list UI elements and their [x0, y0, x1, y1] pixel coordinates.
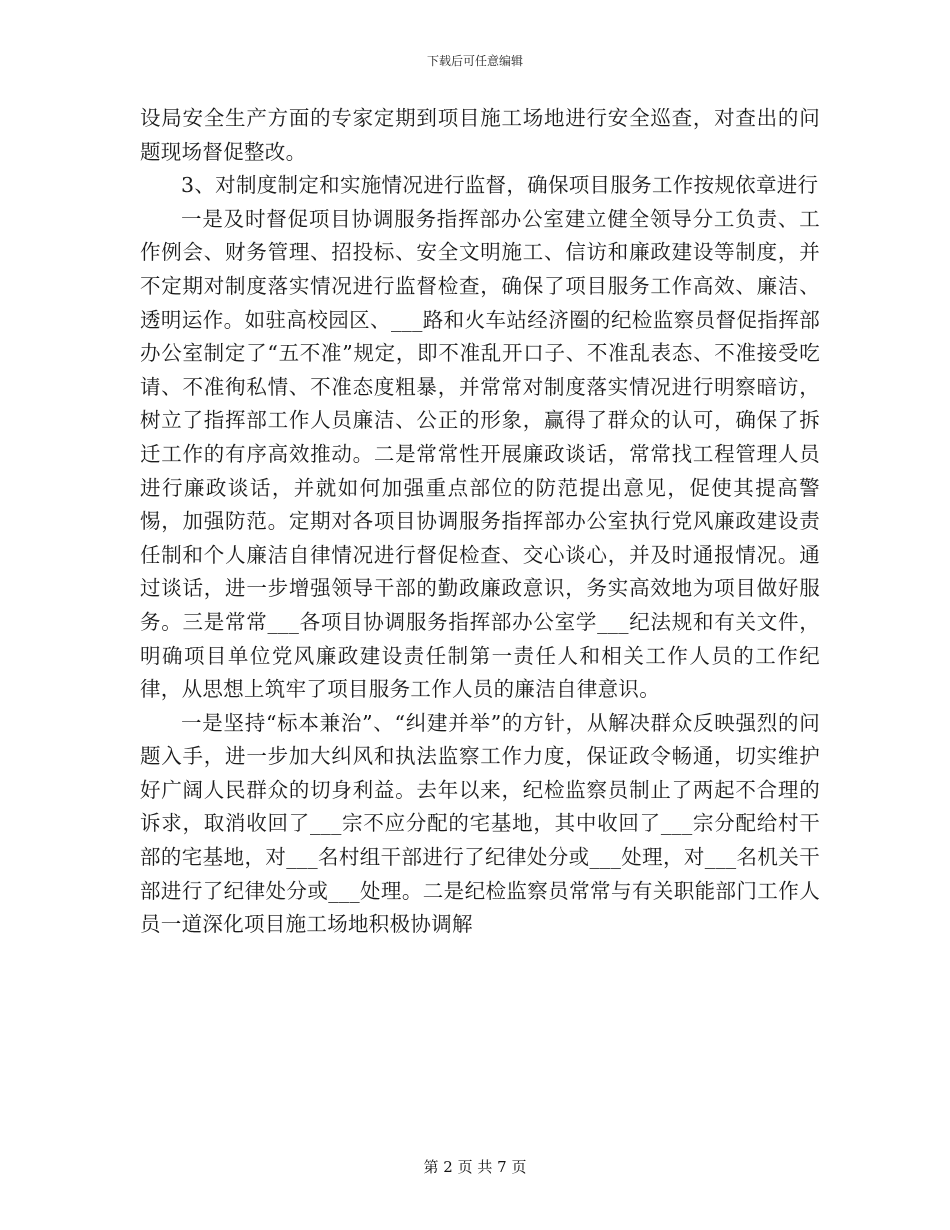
document-body: [140, 102, 820, 942]
paragraph: 一是坚持“标本兼治”、“纠建并举”的方针，从解决群众反映强烈的问题入手，进一步加大纠风和执法监察工作力度，保证政令畅通，切实维护好广阔人民群众的切身利益。去年以来，纪检监察员制止了两起不合理的诉求，取消收回了___宗不应分配的宅基地，其中收回了___宗分配给村干部的宅基地，对___名村组干部进行了纪律处分或___处理，对___名机关干部进行了纪律处分或___处理。二是纪检监察员常常与有关职能部门工作人员一道深化项目施工场地积极协调解: [140, 710, 820, 937]
page-number: 第 2 页 共 7 页: [423, 1158, 527, 1176]
section-heading: 3、对制度制定和实施情况进行监督，确保项目服务工作按规依章进行: [181, 173, 819, 198]
paragraph-continuation: 设局安全生产方面的专家定期到项目施工场地进行安全巡查，对查出的问题现场督促整改。: [140, 106, 820, 164]
paragraph: 一是及时督促项目协调服务指挥部办公室建立健全领导分工负责、工作例会、财务管理、招投标、安全文明施工、信访和廉政建设等制度，并不定期对制度落实情况进行监督检查，确保了项目服务工作高效、廉洁、透明运作。如驻高校园区、___路和火车站经济圈的纪检监察员督促指挥部办公室制定了“五不准”规定，即不准乱开口子、不准乱表态、不准接受吃请、不准徇私情、不准态度粗暴，并常常对制度落实情况进行明察暗访，树立了指挥部工作人员廉洁、公正的形象，赢得了群众的认可，确保了拆迁工作的有序高效推动。二是常常性开展廉政谈话，常常找工程管理人员进行廉政谈话，并就如何加强重点部位的防范提出意见，促使其提高警惕，加强防范。定期对各项目协调服务指挥部办公室执行党风廉政建设责任制和个人廉洁自律情况进行督促检查、交心谈心，并及时通报情况。通过谈话，进一步增强领导干部的勤政廉政意识，务实高效地为项目做好服务。三是常常___各项目协调服务指挥部办公室学___纪法规和有关文件，明确项目单位党风廉政建设责任制第一责任人和相关工作人员的工作纪律，从思想上筑牢了项目服务工作人员的廉洁自律意识。: [140, 206, 820, 702]
page-header: 下载后可任意编辑: [426, 54, 523, 68]
